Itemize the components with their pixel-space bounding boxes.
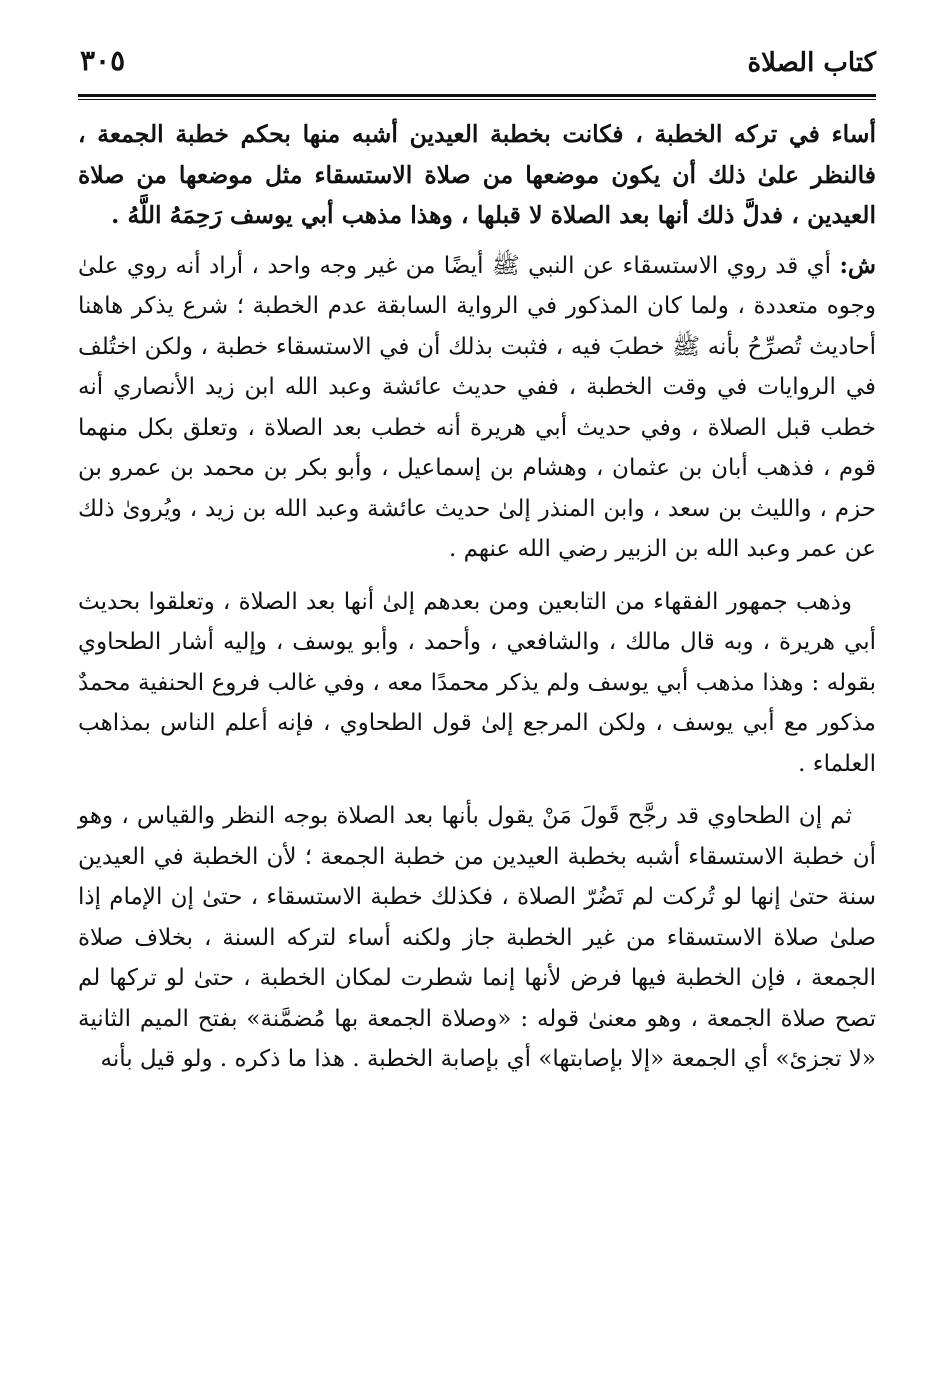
page-number: ٣٠٥ bbox=[80, 44, 126, 77]
page-header bbox=[78, 36, 876, 88]
book-page bbox=[78, 36, 876, 1080]
matn-paragraph: أساء في تركه الخطبة ، فكانت بخطبة العيدين أشبه منها بحكم خطبة الجمعة ، فالنظر علىٰ ذلك أن يكون موضعها من صلاة الاستسقاء مثل موضعها من صلاة العيدين ، فدلَّ ذلك أنها بعد الصلاة لا قبلها ، وهذا مذهب أبي يوسف رَحِمَهُ اللَّهُ . bbox=[78, 120, 876, 229]
commentary-paragraph-2 bbox=[78, 582, 876, 785]
header-rule-thick bbox=[78, 94, 876, 97]
commentary-text-3: ثم إن الطحاوي قد رجَّح قَولَ مَنْ يقول بأنها بعد الصلاة بوجه النظر والقياس ، وهو أن خطبة الاستسقاء أشبه بخطبة العيدين من خطبة الجمعة ؛ لأن الخطبة في العيدين سنة حتىٰ إنها لو تُركت لم تَضُرّ الصلاة ، فكذلك خطبة الاستسقاء ، حتىٰ إن الإمام إذا صلىٰ صلاة الاستسقاء من غير الخطبة جاز ولكنه أساء لتركه السنة ، بخلاف صلاة الجمعة ، فإن الخطبة فيها فرض لأنها إنما شطرت لمكان الخطبة ، حتىٰ لو تركها لم تصح صلاة الجمعة ، وهو معنىٰ قوله : «وصلاة الجمعة بها مُضمَّنة» بفتح الميم الثانية «لا تجزئ» أي الجمعة «إلا بإصابتها» أي بإصابة الخطبة . هذا ما ذكره . ولو قيل بأنه bbox=[78, 803, 876, 1072]
commentary-marker: ش: bbox=[839, 251, 877, 279]
commentary-text-2: وذهب جمهور الفقهاء من التابعين ومن بعدهم إلىٰ أنها بعد الصلاة ، وتعلقوا بحديث أبي هريرة ، وبه قال مالك ، والشافعي ، وأحمد ، وأبو يوسف ، وإليه أشار الطحاوي بقوله : وهذا مذهب أبي يوسف ولم يذكر محمدًا معه ، وفي غالب فروع الحنفية محمدٌ مذكور مع أبي يوسف ، ولكن المرجع إلىٰ قول الطحاوي ، فإنه أعلم الناس بمذاهب العلماء . bbox=[78, 588, 876, 777]
commentary-paragraph-3 bbox=[78, 796, 876, 1080]
header-rule-thin bbox=[78, 99, 876, 100]
book-title: كتاب الصلاة bbox=[747, 48, 876, 78]
commentary-paragraph-1 bbox=[78, 246, 876, 570]
commentary-text-1: أي قد روي الاستسقاء عن النبي ﷺ أيضًا من غير وجه واحد ، أراد أنه روي علىٰ وجوه متعددة ، ولما كان المذكور في الرواية السابقة عدم الخطبة ؛ شرع يذكر هاهنا أحاديث تُصرِّحُ بأنه ﷺ خطبَ فيه ، فثبت بذلك أن في الاستسقاء خطبة ، ولكن اختُلف في الروايات في وقت الخطبة ، ففي حديث عائشة وعبد الله ابن زيد الأنصاري أنه خطب قبل الصلاة ، وفي حديث أبي هريرة أنه خطب بعد الصلاة ، وتعلق بكل منهما قوم ، فذهب أبان بن عثمان ، وهشام بن إسماعيل ، وأبو بكر بن محمد بن عمرو بن حزم ، والليث بن سعد ، وابن المنذر إلىٰ حديث عائشة وعبد الله بن زيد ، ويُروىٰ ذلك عن عمر وعبد الله بن الزبير رضي الله عنهم . bbox=[78, 252, 876, 562]
